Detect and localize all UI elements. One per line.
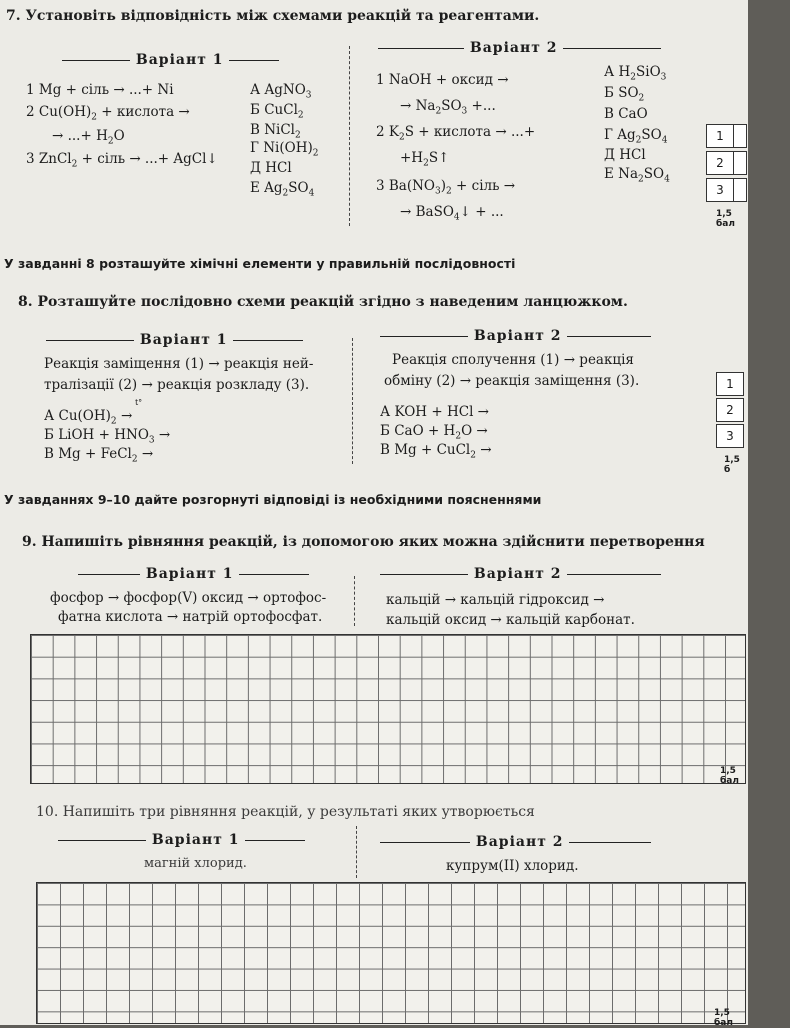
task-8-v1-option-a: А $Cu(OH)_2$ t° → [44, 398, 143, 427]
task-7-title: 7. Установіть відповідність між схемами реакцій та реагентами. [6, 8, 540, 24]
task-7-v1-scheme-2: 2 $Cu(OH)_2$ + кислота → [26, 104, 190, 123]
task-8-v2-option-a: А KOH + HCl → [380, 404, 489, 420]
task-7-answer-cell-3[interactable] [734, 178, 747, 202]
task-7-v1-scheme-3: 3 ZnCl$_2$ + сіль → ...+ AgCl↓ [26, 151, 218, 170]
task-7-answer-cell-1[interactable] [734, 124, 747, 148]
task-7-v2-scheme-3-cont: → BaSO$_4$↓ + ... [400, 204, 504, 223]
task-7-v2-scheme-2-cont: $+H_2S↑$ [400, 150, 450, 169]
task-7-v2-option-c: В CaO [604, 106, 648, 122]
task-7-v2-option-e: Д HCl [604, 147, 646, 163]
task-9-v1-text-1: фосфор → фосфор(V) оксид → ортофос- [50, 590, 327, 606]
task-10-title: 10. Напишіть три рівняння реакцій, у результаті яких утворюється [36, 804, 535, 820]
instruction-tasks-9-10: У завданнях 9–10 дайте розгорнуті відповіді із необхідними поясненнями [4, 492, 542, 507]
task-7-v1-option-d: Г $Ni(OH)_2$ [250, 140, 319, 159]
task-7-v1-scheme-1: 1 Mg + сіль → ...+ Ni [26, 82, 174, 98]
task-7-v2-option-a: А $H_2SiO_3$ [604, 64, 667, 83]
task-8-answer-box-3[interactable]: 3 [716, 424, 744, 448]
task-8-v2-desc-1: Реакція сполучення (1) → реакція [392, 352, 634, 368]
task-8-answer-box-2[interactable]: 2 [716, 398, 744, 422]
instruction-task-8: У завданні 8 розташуйте хімічні елементи у правильній послідовності [4, 256, 516, 271]
task-7-divider [349, 46, 350, 226]
task-8-divider [352, 338, 353, 464]
task-7-v1-option-a: А AgNO$_3$ [250, 82, 312, 101]
task-7-v2-scheme-1-cont: → $Na_2SO_3$ +... [400, 98, 496, 117]
task-10-divider [356, 826, 357, 878]
task-7-v2-scheme-2: 2 $K_2S$ + кислота → ...+ [376, 124, 536, 143]
task-7-answer-cell-2[interactable] [734, 151, 747, 175]
task-7-v2-scheme-1: 1 NaOH + оксид → [376, 72, 509, 88]
task-7-answer-box-1[interactable]: 1 [706, 124, 734, 148]
task-10-v2-text: купрум(II) хлорид. [446, 858, 579, 874]
task-10-v1-text: магній хлорид. [144, 856, 247, 871]
task-8-points: 1,5 б [724, 455, 740, 475]
task-7-variant-1-label: Варіант 1 [62, 52, 279, 68]
task-7-v1-option-e: Д HCl [250, 160, 292, 176]
task-7-points: 1,5 бал [716, 209, 735, 229]
task-8-v1-option-c: В Mg + FeCl$_2$ → [44, 446, 154, 465]
task-8-title: 8. Розташуйте послідовно схеми реакцій згідно з наведеним ланцюжком. [18, 294, 628, 310]
task-10-variant-1-label: Варіант 1 [58, 832, 305, 848]
task-8-answer-box-1[interactable]: 1 [716, 372, 744, 396]
task-7-answer-box-3[interactable]: 3 [706, 178, 734, 202]
task-8-v1-desc-2: тралізації (2) → реакція розкладу (3). [44, 377, 310, 393]
task-7-v2-option-b: Б $SO_2$ [604, 85, 645, 104]
task-7-v2-scheme-3: 3 $Ba(NO_3)_2$ + сіль → [376, 178, 516, 197]
task-8-v2-option-c: В Mg + CuCl$_2$ → [380, 442, 492, 461]
task-7-variant-2-label: Варіант 2 [378, 40, 661, 56]
task-7-v1-option-c: В NiCl$_2$ [250, 122, 301, 141]
task-10-points: 1,5 бал [714, 1008, 733, 1028]
task-8-v2-option-b: Б CaO + $H_2O$ → [380, 423, 488, 442]
task-7-v1-scheme-2-cont: → ...+ $H_2O$ [52, 128, 125, 147]
task-8-v1-option-b: Б LiOH + $HNO_3$ → [44, 427, 171, 446]
task-9-v2-text-2: кальцій оксид → кальцій карбонат. [386, 612, 635, 628]
task-10-variant-2-label: Варіант 2 [380, 834, 651, 850]
task-7-answer-box-2[interactable]: 2 [706, 151, 734, 175]
task-8-variant-2-label: Варіант 2 [380, 328, 651, 344]
task-8-v2-desc-2: обміну (2) → реакція заміщення (3). [384, 373, 640, 389]
task-8-v1-desc-1: Реакція заміщення (1) → реакція ней- [44, 356, 314, 372]
task-7-v1-option-f: Е $Ag_2SO_4$ [250, 180, 315, 199]
task-10-answer-grid[interactable] [36, 882, 746, 1024]
task-9-points: 1,5 бал [720, 766, 739, 786]
task-9-v2-text-1: кальцій → кальцій гідроксид → [386, 592, 605, 608]
task-8-variant-1-label: Варіант 1 [46, 332, 303, 348]
task-9-divider [354, 576, 355, 626]
task-7-v1-option-b: Б CuCl$_2$ [250, 102, 304, 121]
task-9-variant-2-label: Варіант 2 [380, 566, 661, 582]
task-7-v2-option-f: Е $Na_2SO_4$ [604, 166, 670, 185]
task-9-title: 9. Напишіть рівняння реакцій, із допомогою яких можна здійснити перетворення [22, 534, 705, 550]
task-9-variant-1-label: Варіант 1 [78, 566, 309, 582]
task-9-answer-grid[interactable] [30, 634, 746, 784]
task-9-v1-text-2: фатна кислота → натрій ортофосфат. [58, 609, 323, 625]
task-7-v2-option-d: Г $Ag_2SO_4$ [604, 127, 668, 146]
